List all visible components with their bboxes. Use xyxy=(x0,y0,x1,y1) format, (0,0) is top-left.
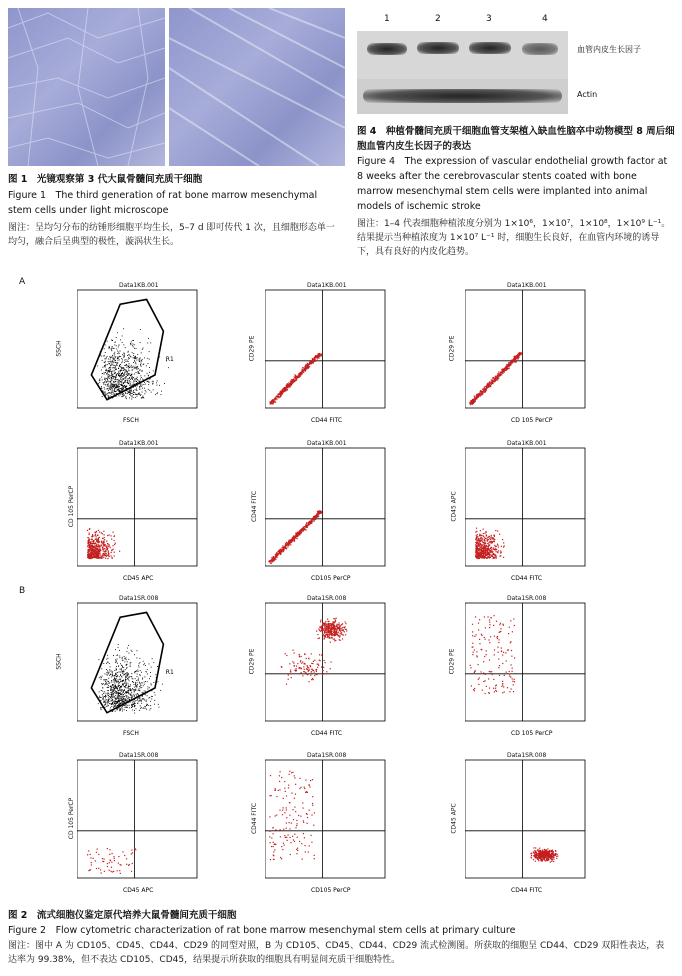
cell-texture-svg-2 xyxy=(169,8,345,166)
x-axis-label: CD 105 PerCP xyxy=(511,730,553,737)
plot-title: Data1KB.001 xyxy=(119,282,159,289)
fig4-caption-cn: 图 4 种植骨髓间充质干细胞血管支架植入缺血性脑卒中动物模型 8 周后细胞血管内皮生长因子的表达 xyxy=(357,126,675,152)
blot-band xyxy=(367,43,407,55)
flow-plot xyxy=(251,440,395,588)
western-blot-vegf xyxy=(357,31,568,114)
fig2-caption-cn: 图 2 流式细胞仪鉴定原代培养大鼠骨髓间充质干细胞 xyxy=(8,910,237,921)
y-axis-label: CD 105 PerCP xyxy=(68,797,76,840)
panel-label-a: A xyxy=(19,277,26,287)
flow-plot xyxy=(448,282,595,430)
x-axis-label: CD 105 PerCP xyxy=(511,417,553,424)
y-axis-label: SSCH xyxy=(55,340,63,357)
cell-texture-svg xyxy=(8,8,165,166)
band-label-actin: Actin xyxy=(577,90,598,99)
fig4-note: 图注：1–4 代表细胞种植浓度分别为 1×10⁶，1×10⁷，1×10⁸，1×10⁹ L⁻¹。结果提示当种植浓度为 1×10⁷ L⁻¹ 时，细胞生长良好，在血管内环境的诱导下，具有良好的内皮化趋势。 xyxy=(357,219,671,257)
blot-band xyxy=(522,43,558,55)
plot-svg xyxy=(265,282,395,430)
blot-band xyxy=(363,89,562,103)
y-axis-label: CD44 FITC xyxy=(251,490,259,523)
blot-band xyxy=(469,42,511,54)
plot-title: Data1SR.008 xyxy=(507,595,547,602)
micrograph-high-mag xyxy=(169,8,345,166)
lane-label: 4 xyxy=(542,14,548,24)
plot-title: Data1SR.008 xyxy=(307,595,347,602)
band-label-vegf: 血管内皮生长因子 xyxy=(577,45,641,54)
plot-title: Data1KB.001 xyxy=(307,282,347,289)
fig1-caption-cn: 图 1 光镜观察第 3 代大鼠骨髓间充质干细胞 xyxy=(8,174,203,185)
plot-title: Data1SR.008 xyxy=(119,752,159,759)
blot-actin-strip xyxy=(357,79,568,114)
plot-title: Data1SR.008 xyxy=(307,752,347,759)
plot-svg xyxy=(77,752,207,900)
x-axis-label: FSCH xyxy=(123,730,139,737)
y-axis-label: CD44 FITC xyxy=(251,802,259,835)
flow-plot xyxy=(248,282,395,430)
plot-svg xyxy=(77,282,207,430)
x-axis-label: CD44 FITC xyxy=(511,887,543,894)
x-axis-label: CD44 FITC xyxy=(511,575,543,582)
y-axis-label: CD29 PE xyxy=(248,648,256,675)
plot-svg xyxy=(77,595,207,743)
fig1-caption-en: Figure 1 The third generation of rat bone marrow mesenchymal stem cells under light microscope xyxy=(8,190,318,216)
plot-title: Data1SR.008 xyxy=(507,752,547,759)
plot-title: Data1KB.001 xyxy=(507,440,547,447)
plot-svg xyxy=(265,440,395,588)
region-label: R1 xyxy=(165,355,174,363)
x-axis-label: CD105 PerCP xyxy=(311,575,351,582)
plot-title: Data1KB.001 xyxy=(119,440,159,447)
y-axis-label: CD45 APC xyxy=(450,803,458,834)
y-axis-label: CD29 PE xyxy=(448,648,456,675)
lane-label: 3 xyxy=(486,14,492,24)
x-axis-label: FSCH xyxy=(123,417,139,424)
fig2-caption-en: Figure 2 Flow cytometric characterization of rat bone marrow mesenchymal stem cells at primary culture xyxy=(8,925,516,936)
lane-label: 1 xyxy=(384,14,390,24)
plot-svg xyxy=(77,440,207,588)
y-axis-label: CD 105 PerCP xyxy=(68,485,76,528)
flow-plot xyxy=(450,440,595,588)
fig4-caption-en: Figure 4 The expression of vascular endothelial growth factor at 8 weeks after the cerebrovascular stents coated with bone marrow mesenchymal stem cells were implanted into animal models of ischemic stroke xyxy=(357,156,668,212)
y-axis-label: CD45 APC xyxy=(450,491,458,522)
flow-plot xyxy=(450,752,595,900)
x-axis-label: CD45 APC xyxy=(123,575,154,582)
plot-svg xyxy=(265,752,395,900)
plot-svg xyxy=(465,752,595,900)
region-label: R1 xyxy=(165,668,174,676)
x-axis-label: CD105 PerCP xyxy=(311,887,351,894)
x-axis-label: CD45 APC xyxy=(123,887,154,894)
plot-title: Data1SR.008 xyxy=(119,595,159,602)
plot-title: Data1KB.001 xyxy=(307,440,347,447)
fig1-note: 图注：呈均匀分布的纺锤形细胞平均生长，5–7 d 即可传代 1 次，且细胞形态单一均匀，融合后呈典型的极性，漩涡状生长。 xyxy=(8,223,335,247)
y-axis-label: CD29 PE xyxy=(448,335,456,362)
flow-plot xyxy=(68,752,207,900)
x-axis-label: CD44 FITC xyxy=(311,730,343,737)
flow-plot xyxy=(251,752,395,900)
y-axis-label: SSCH xyxy=(55,653,63,670)
plot-svg xyxy=(265,595,395,743)
plot-svg xyxy=(465,282,595,430)
panel-label-b: B xyxy=(19,586,26,596)
plot-title: Data1KB.001 xyxy=(507,282,547,289)
plot-svg xyxy=(465,595,595,743)
flow-plot xyxy=(55,595,207,743)
lane-label: 2 xyxy=(435,14,441,24)
blot-band xyxy=(417,42,459,54)
micrograph-low-mag xyxy=(8,8,165,166)
flow-plot xyxy=(448,595,595,743)
plot-svg xyxy=(465,440,595,588)
y-axis-label: CD29 PE xyxy=(248,335,256,362)
x-axis-label: CD44 FITC xyxy=(311,417,343,424)
flow-plot xyxy=(68,440,207,588)
flow-plot xyxy=(248,595,395,743)
fig2-note: 图注：图中 A 为 CD105、CD45、CD44、CD29 的同型对照，B 为 CD105、CD45、CD44、CD29 流式检测图。所获取的细胞呈 CD44、CD29 双阳性表达，表达率为 99.38%，但不表达 CD105、CD45，结果提示所获取的细胞具有明显间充质干细胞特性。 xyxy=(8,941,665,965)
flow-plot xyxy=(55,282,207,430)
